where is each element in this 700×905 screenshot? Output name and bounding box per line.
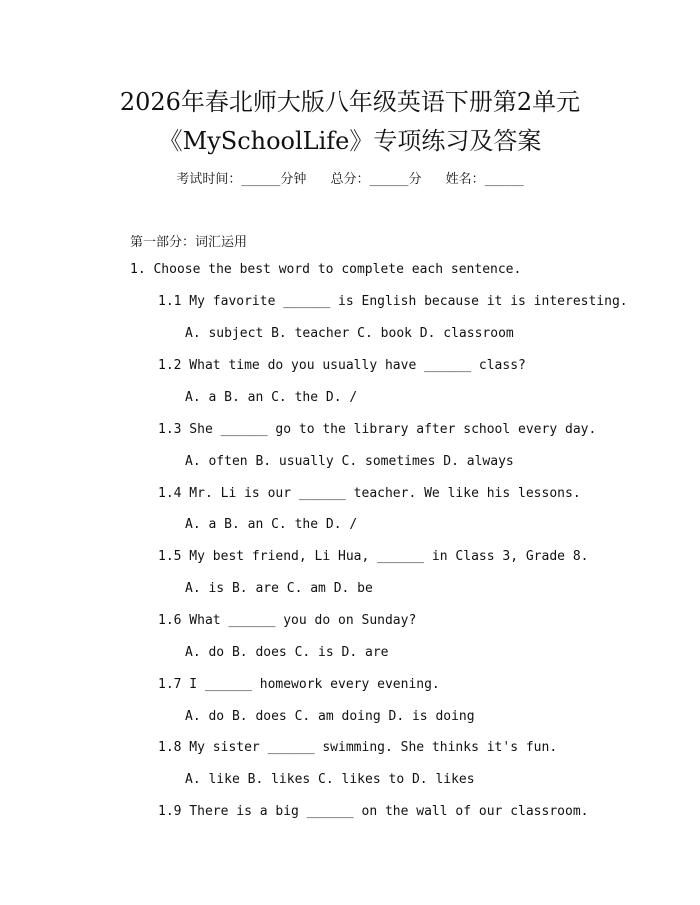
instruction: 1. Choose the best word to complete each sentence. bbox=[130, 262, 522, 277]
question-1-5: 1.5 My best friend, Li Hua, ______ in Class 3, Grade 8. bbox=[158, 549, 589, 564]
question-1-9: 1.9 There is a big ______ on the wall of our classroom. bbox=[158, 804, 589, 819]
question-1-6: 1.6 What ______ you do on Sunday? bbox=[158, 613, 417, 628]
options-1-7: A. do B. does C. am doing D. is doing bbox=[185, 709, 475, 724]
question-1-1: 1.1 My favorite ______ is English because it is interesting. bbox=[158, 294, 628, 309]
question-1-7: 1.7 I ______ homework every evening. bbox=[158, 677, 440, 692]
options-1-2: A. a B. an C. the D. / bbox=[185, 390, 358, 405]
question-1-8: 1.8 My sister ______ swimming. She thinks it's fun. bbox=[158, 740, 558, 755]
document-title-line2: 《MySchoolLife》专项练习及答案 bbox=[158, 127, 542, 155]
exam-meta bbox=[0, 168, 700, 187]
section-heading: 第一部分：词汇运用 bbox=[130, 235, 248, 250]
question-1-4: 1.4 Mr. Li is our ______ teacher. We like his lessons. bbox=[158, 486, 581, 501]
options-1-8: A. like B. likes C. likes to D. likes bbox=[185, 772, 475, 787]
options-1-1: A. subject B. teacher C. book D. classroom bbox=[185, 326, 514, 341]
options-1-3: A. often B. usually C. sometimes D. always bbox=[185, 454, 514, 469]
exam-score: 总分：______分 bbox=[330, 172, 422, 187]
student-name: 姓名：______ bbox=[445, 172, 524, 187]
document-title-line1: 2026年春北师大版八年级英语下册第2单元 bbox=[119, 88, 581, 116]
exam-time: 考试时间：______分钟 bbox=[176, 172, 307, 187]
question-1-3: 1.3 She ______ go to the library after school every day. bbox=[158, 422, 597, 437]
options-1-6: A. do B. does C. is D. are bbox=[185, 645, 389, 660]
question-1-2: 1.2 What time do you usually have ______ class? bbox=[158, 358, 526, 373]
options-1-4: A. a B. an C. the D. / bbox=[185, 517, 358, 532]
options-1-5: A. is B. are C. am D. be bbox=[185, 581, 373, 596]
